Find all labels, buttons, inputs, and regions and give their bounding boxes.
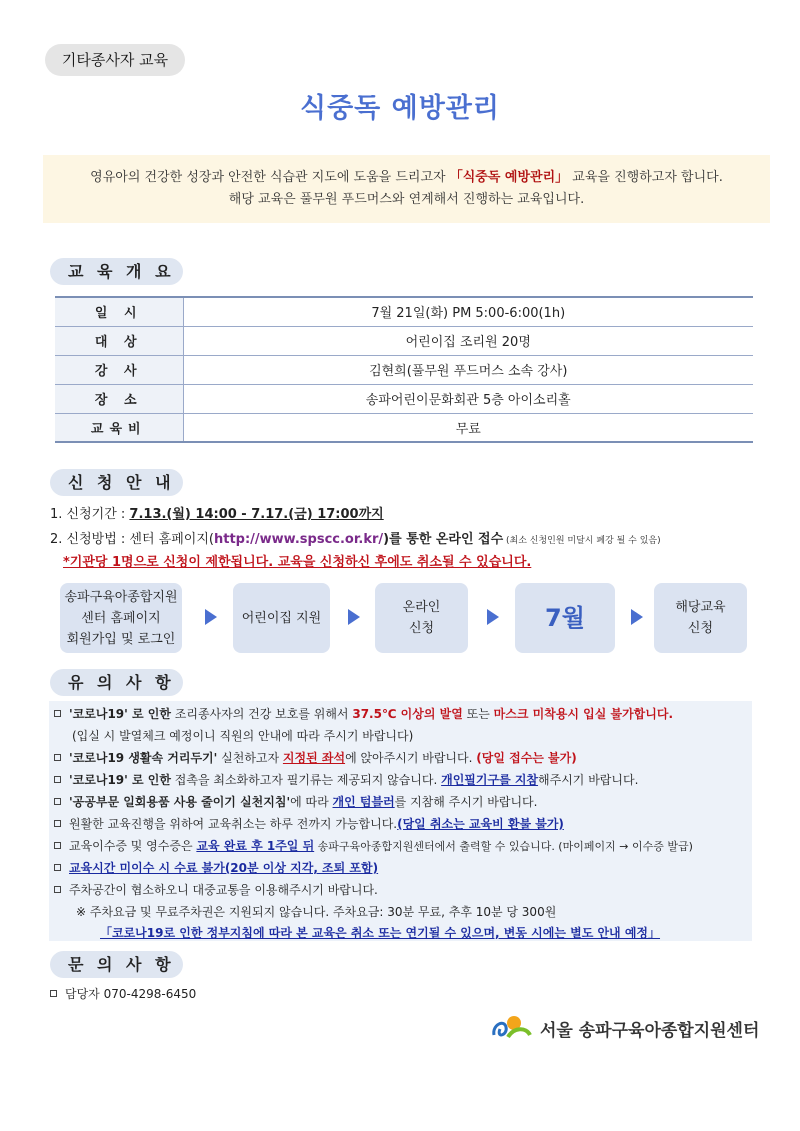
- section-title-apply: 신 청 안 내: [50, 469, 183, 496]
- bullet-icon: [54, 864, 61, 871]
- section-title-contact: 문 의 사 항: [50, 951, 183, 978]
- intro-text: 영유아의 건강한 성장과 안전한 식습관 지도에 도움을 드리고자: [90, 170, 450, 185]
- step-text: 회원가입 및 로그인: [66, 631, 176, 647]
- bullet-icon: [54, 754, 61, 761]
- notice-item: [54, 815, 564, 832]
- table-row: [55, 355, 753, 384]
- notice-text: 교육 완료 후 1주일 뒤: [196, 839, 315, 853]
- notice-text: (당일 취소는 교육비 환불 불가): [397, 817, 564, 831]
- table-row: [55, 413, 753, 442]
- homepage-link[interactable]: http://www.spscc.or.kr/: [213, 532, 384, 547]
- notice-text: 송파구육아종합지원센터에서 출력할 수 있습니다. (마이페이지 → 이수증 발급): [314, 840, 693, 853]
- notice-text: 「코로나19로 인한 정부지침에 따라 본 교육은 취소 또는 연기될 수 있으며, 변동 시에는 별도 안내 예정」: [100, 926, 661, 940]
- notice-text: 개인 텀블러: [332, 795, 395, 809]
- intro-line-2: 해당 교육은 풀무원 푸드머스와 연계해서 진행하는 교육입니다.: [228, 192, 585, 207]
- step-text: 해당교육: [675, 600, 726, 615]
- table-row: [55, 297, 753, 326]
- intro-box: [43, 155, 770, 223]
- notice-subtext: (입실 시 발열체크 예정이니 직원의 안내에 따라 주시기 바랍니다): [72, 729, 414, 743]
- org-logo: [490, 1013, 759, 1043]
- org-logo-icon: [490, 1013, 534, 1043]
- notice-item: [54, 793, 537, 810]
- notice-item: [54, 749, 577, 766]
- row-value: 김현희(풀무원 푸드머스 소속 강사): [183, 355, 753, 384]
- table-row: [55, 326, 753, 355]
- notice-text: 실천하고자: [217, 751, 283, 765]
- step-text: 신청: [408, 621, 435, 636]
- row-label: 교육비: [55, 413, 183, 442]
- notice-text: 에 앉아주시기 바랍니다.: [345, 751, 477, 765]
- step-text: 온라인: [402, 600, 441, 615]
- bullet-icon: [50, 990, 57, 997]
- bullet-icon: [54, 710, 61, 717]
- notice-item: [54, 881, 378, 898]
- apply-method: [50, 528, 661, 547]
- method-bold: 통한 온라인 접수: [406, 532, 504, 547]
- notice-item: [54, 705, 673, 722]
- method-text: )를: [383, 532, 407, 547]
- bullet-icon: [54, 886, 61, 893]
- section-title-overview: 교 육 개 요: [50, 258, 183, 285]
- notice-text: 해주시기 바랍니다.: [538, 773, 639, 787]
- bullet-icon: [54, 842, 61, 849]
- row-value: 7월 21일(화) PM 5:00-6:00(1h): [183, 297, 753, 326]
- bullet-icon: [54, 776, 61, 783]
- intro-line-1: [43, 167, 770, 189]
- row-label: 일 시: [55, 297, 183, 326]
- row-label: 강 사: [55, 355, 183, 384]
- method-note: (최소 신청인원 미달시 폐강 될 수 있음): [503, 536, 661, 546]
- table-row: [55, 384, 753, 413]
- step-online-apply: [375, 583, 468, 653]
- notice-text: 교육이수증 및 영수증은: [69, 839, 197, 853]
- org-name: 서울 송파구육아종합지원센터: [540, 1020, 760, 1041]
- notice-text: 개인필기구를 지참: [441, 773, 539, 787]
- step-text: 송파구육아종합지원: [64, 589, 178, 605]
- notice-text: 에 따라: [290, 795, 333, 809]
- row-value: 어린이집 조리원 20명: [183, 326, 753, 355]
- step-text: 센터 홈페이지: [81, 610, 161, 626]
- intro-highlight: 「식중독 예방관리」: [449, 170, 569, 185]
- arrow-right-icon: [487, 609, 499, 625]
- overview-table: [55, 296, 753, 443]
- notice-text: 주차공간이 협소하오니 대중교통을 이용해주시기 바랍니다.: [69, 883, 378, 897]
- row-value: 송파어린이문화회관 5층 아이소리홀: [183, 384, 753, 413]
- notice-text: '공공부문 일회용품 사용 줄이기 실천지침': [69, 795, 291, 809]
- step-text: 어린이집 지원: [241, 610, 322, 626]
- arrow-right-icon: [631, 609, 643, 625]
- method-label: 2. 신청방법 : 센터 홈페이지(: [50, 532, 214, 547]
- notice-item: [54, 771, 638, 788]
- arrow-right-icon: [205, 609, 217, 625]
- step-text: 7월: [545, 603, 585, 632]
- row-label: 장 소: [55, 384, 183, 413]
- step-signup: [60, 583, 182, 653]
- notice-text: 37.5℃ 이상의 발열: [352, 707, 463, 721]
- step-month: [515, 583, 615, 653]
- notice-text: 또는: [462, 707, 494, 721]
- notice-text: 접촉을 최소화하고자 필기류는 제공되지 않습니다.: [170, 773, 442, 787]
- notice-item: [54, 837, 693, 854]
- notice-text: 를 지참해 주시기 바랍니다.: [394, 795, 538, 809]
- notice-item: [54, 859, 378, 876]
- page-title: 식중독 예방관리: [300, 93, 500, 124]
- step-course-apply: [654, 583, 747, 653]
- intro-text: 교육을 진행하고자 합니다.: [568, 170, 723, 185]
- notice-text: 마스크 미착용시 입실 불가합니다.: [493, 707, 674, 721]
- section-title-notice: 유 의 사 항: [50, 669, 183, 696]
- contact-text: 담당자 070-4298-6450: [65, 987, 197, 1001]
- notice-item: [100, 924, 660, 941]
- period-label: 1. 신청기간 :: [50, 507, 130, 522]
- notice-text: '코로나19' 로 인한: [69, 773, 171, 787]
- notice-text: 원활한 교육진행을 위하여 교육취소는 하루 전까지 가능합니다.: [69, 817, 398, 831]
- row-value: 무료: [183, 413, 753, 442]
- category-badge: 기타종사자 교육: [45, 44, 185, 76]
- bullet-icon: [54, 798, 61, 805]
- notice-text: 조리종사자의 건강 보호를 위해서: [170, 707, 353, 721]
- step-text: 신청: [687, 621, 714, 636]
- notice-text: (당일 접수는 불가): [476, 751, 577, 765]
- step-daycare: [233, 583, 330, 653]
- arrow-right-icon: [348, 609, 360, 625]
- notice-text: '코로나19 생활속 거리두기': [69, 751, 218, 765]
- notice-text: '코로나19' 로 인한: [69, 707, 171, 721]
- contact-line: [50, 985, 196, 1002]
- period-value: 7.13.(월) 14:00 - 7.17.(금) 17:00까지: [129, 507, 384, 522]
- apply-warning: *기관당 1명으로 신청이 제한됩니다. 교육을 신청하신 후에도 취소될 수 있습니다.: [63, 555, 532, 570]
- bullet-icon: [54, 820, 61, 827]
- notice-subtext: ※ 주차요금 및 무료주차권은 지원되지 않습니다. 주차요금: 30분 무료, 추후 10분 당 300원: [76, 905, 557, 919]
- apply-period: [50, 503, 384, 522]
- row-label: 대 상: [55, 326, 183, 355]
- notice-text: 지정된 좌석: [282, 751, 346, 765]
- notice-text: 교육시간 미이수 시 수료 불가(20분 이상 지각, 조퇴 포함): [69, 861, 379, 875]
